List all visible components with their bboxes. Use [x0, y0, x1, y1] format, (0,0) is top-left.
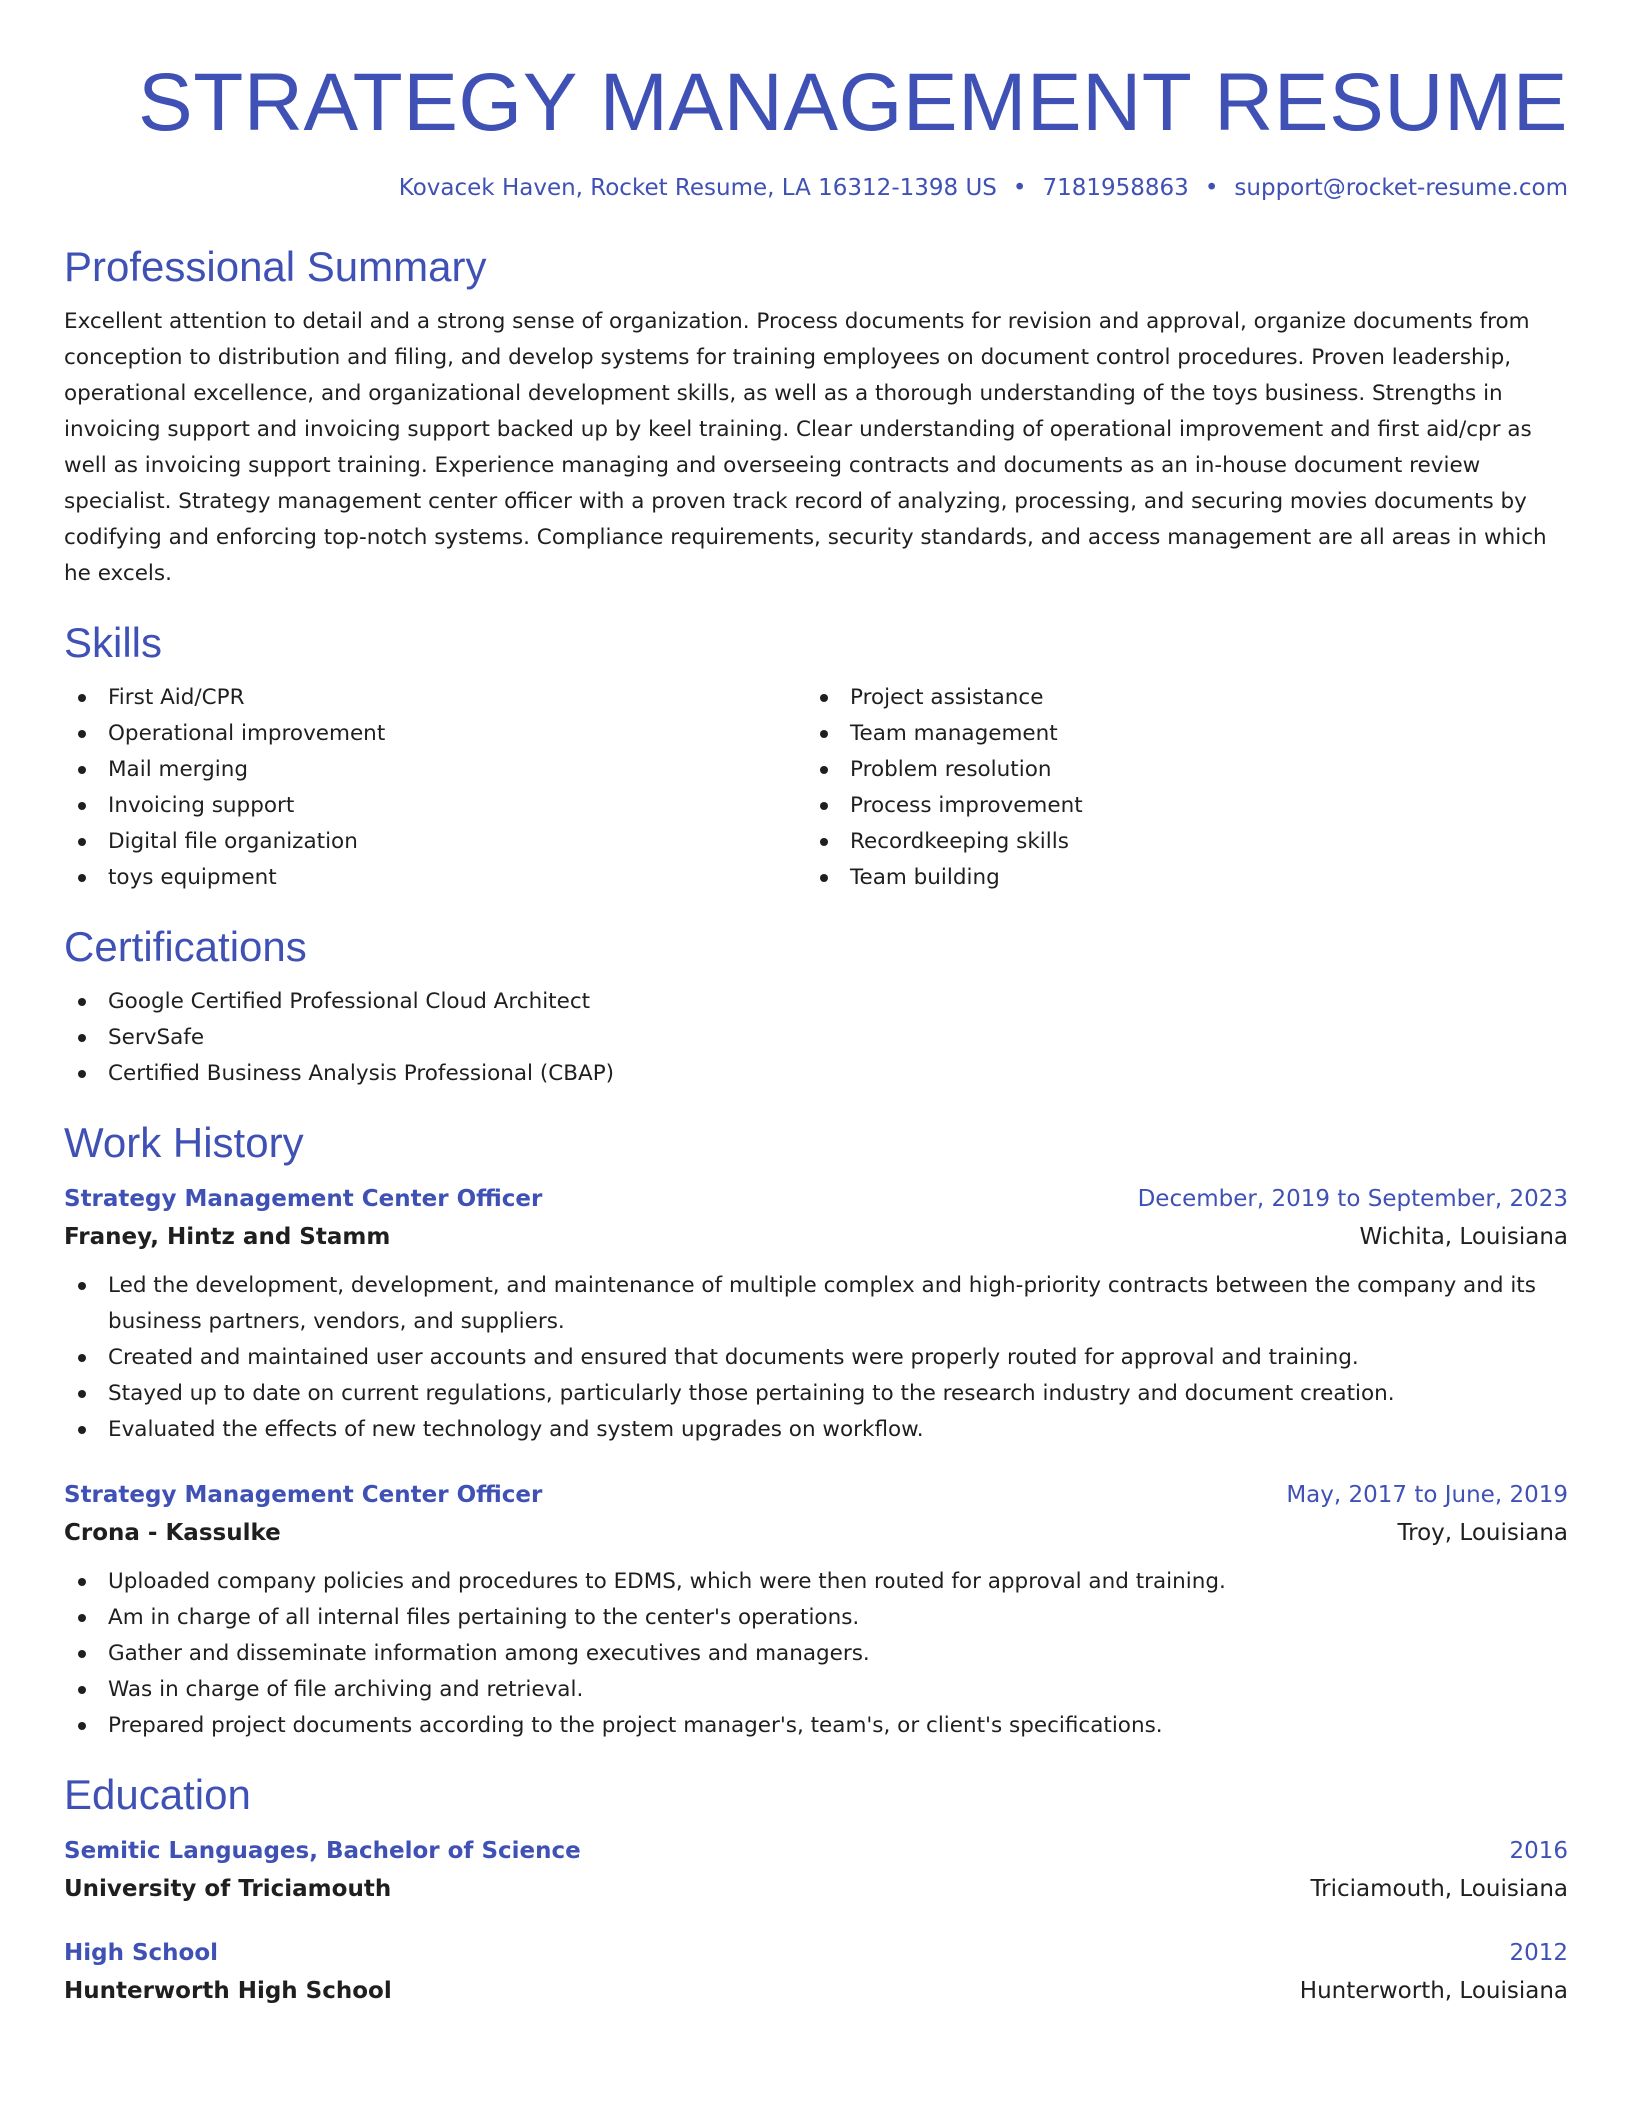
skills-list-left — [64, 680, 806, 896]
education-entry — [64, 1834, 1568, 1906]
certification-label: Google Certified Professional Cloud Architect — [108, 989, 591, 1014]
contact-phone: 7181958863 — [1042, 175, 1189, 201]
job-bullet — [64, 1376, 1568, 1412]
bullet-icon — [78, 1578, 86, 1586]
education-header — [64, 1936, 1568, 1970]
job-bullet-text: Was in charge of file archiving and retrieval. — [108, 1677, 584, 1702]
skill-label: Operational improvement — [108, 721, 386, 746]
skill-item — [64, 860, 806, 896]
education-subheader — [64, 1872, 1568, 1906]
skill-item — [806, 788, 1548, 824]
job-header — [64, 1182, 1568, 1216]
bullet-icon — [78, 1686, 86, 1694]
job-bullet — [64, 1636, 1568, 1672]
bullet-icon — [78, 1282, 86, 1290]
bullet-icon — [820, 694, 828, 702]
resume-page — [64, 56, 1568, 2008]
skill-label: Problem resolution — [850, 757, 1052, 782]
certification-item — [64, 1020, 1568, 1056]
job-bullet-text: Prepared project documents according to the project manager's, team's, or client's specifications. — [108, 1713, 1163, 1738]
skill-label: Mail merging — [108, 757, 249, 782]
job-bullet — [64, 1600, 1568, 1636]
bullet-icon — [820, 730, 828, 738]
skill-item — [64, 680, 806, 716]
bullet-icon — [78, 1354, 86, 1362]
skill-item — [806, 824, 1548, 860]
bullet-icon — [78, 1722, 86, 1730]
job-dates: May, 2017 to June, 2019 — [1286, 1482, 1568, 1508]
bullet-icon — [78, 1614, 86, 1622]
job-company: Crona - Kassulke — [64, 1520, 281, 1546]
bullet-icon — [78, 998, 86, 1006]
bullet-icon — [820, 838, 828, 846]
job-subheader — [64, 1516, 1568, 1550]
bullet-icon — [820, 874, 828, 882]
job-title: Strategy Management Center Officer — [64, 1482, 543, 1508]
education-subheader — [64, 1974, 1568, 2008]
skill-label: Invoicing support — [108, 793, 295, 818]
education-entry — [64, 1936, 1568, 2008]
skill-label: Team management — [850, 721, 1058, 746]
bullet-icon — [78, 1034, 86, 1042]
bullet-icon — [820, 766, 828, 774]
summary-text: Excellent attention to detail and a strong sense of organization. Process documents for revision and approval, organize documents from conception to distribution and filing, and develop systems for training employees on document control procedures. Proven leadership, operational excellence, and organizational development skills, as well as a thorough understanding of the toys business. Strengths in invoicing support and invoicing support backed up by keel training. Clear understanding of operational improvement and first aid/cpr as well as invoicing support training. Experience managing and overseeing contracts and documents as an in-house document review specialist. Strategy management center officer with a proven track record of analyzing, processing, and securing movies documents by codifying and enforcing top-notch systems. Compliance requirements, security standards, and access management are all areas in which he excels. — [64, 309, 1547, 586]
job-bullet-text: Uploaded company policies and procedures to EDMS, which were then routed for approval and training. — [108, 1569, 1226, 1594]
bullet-icon — [78, 874, 86, 882]
skill-label: Project assistance — [850, 685, 1044, 710]
certification-label: Certified Business Analysis Professional (CBAP) — [108, 1061, 615, 1086]
education-section — [64, 1770, 1568, 2008]
certifications-section — [64, 922, 1568, 1092]
job-bullet-text: Am in charge of all internal files pertaining to the center's operations. — [108, 1605, 860, 1630]
job-entry — [64, 1478, 1568, 1744]
skill-item — [64, 752, 806, 788]
job-bullet-text: Evaluated the effects of new technology and system upgrades on workflow. — [108, 1417, 924, 1442]
skills-list-right — [806, 680, 1548, 896]
skill-item — [64, 716, 806, 752]
skills-heading: Skills — [64, 619, 163, 666]
contact-email[interactable]: support@rocket-resume.com — [1234, 175, 1568, 201]
skill-item — [806, 716, 1548, 752]
job-bullet — [64, 1268, 1568, 1340]
skill-label: toys equipment — [108, 865, 277, 890]
education-school: Hunterworth High School — [64, 1978, 392, 2004]
certification-item — [64, 1056, 1568, 1092]
skill-item — [64, 788, 806, 824]
job-bullet — [64, 1672, 1568, 1708]
contact-separator: • — [1204, 175, 1219, 201]
bullet-icon — [78, 1426, 86, 1434]
skill-item — [806, 752, 1548, 788]
job-company: Franey, Hintz and Stamm — [64, 1224, 391, 1250]
education-header — [64, 1834, 1568, 1868]
job-bullet — [64, 1564, 1568, 1600]
certifications-heading: Certifications — [64, 923, 307, 970]
job-bullet-text: Created and maintained user accounts and ensured that documents were properly routed for approval and training. — [108, 1345, 1359, 1370]
contact-separator: • — [1012, 175, 1027, 201]
skill-label: Team building — [850, 865, 1000, 890]
skill-item — [806, 860, 1548, 896]
job-location: Troy, Louisiana — [1397, 1520, 1568, 1546]
certifications-list — [64, 984, 1568, 1092]
work-history-heading: Work History — [64, 1119, 304, 1166]
work-history-section — [64, 1118, 1568, 1744]
bullet-icon — [820, 802, 828, 810]
bullet-icon — [78, 694, 86, 702]
skill-item — [806, 680, 1548, 716]
bullet-icon — [78, 766, 86, 774]
certification-item — [64, 984, 1568, 1020]
education-heading: Education — [64, 1771, 251, 1818]
summary-heading: Professional Summary — [64, 243, 487, 290]
job-location: Wichita, Louisiana — [1359, 1224, 1568, 1250]
job-bullets — [64, 1268, 1568, 1448]
bullet-icon — [78, 1650, 86, 1658]
job-bullets — [64, 1564, 1568, 1744]
job-bullet — [64, 1708, 1568, 1744]
bullet-icon — [78, 730, 86, 738]
certification-label: ServSafe — [108, 1025, 205, 1050]
job-bullet — [64, 1340, 1568, 1376]
resume-title: STRATEGY MANAGEMENT RESUME — [138, 57, 1568, 148]
education-location: Hunterworth, Louisiana — [1299, 1978, 1568, 2004]
education-year: 2016 — [1509, 1838, 1568, 1864]
skill-label: Recordkeeping skills — [850, 829, 1069, 854]
job-bullet-text: Led the development, development, and maintenance of multiple complex and high-priority contracts between the company and its business partners, vendors, and suppliers. — [108, 1273, 1536, 1334]
job-dates: December, 2019 to September, 2023 — [1137, 1186, 1568, 1212]
contact-address: Kovacek Haven, Rocket Resume, LA 16312-1398 US — [398, 175, 997, 201]
education-degree: High School — [64, 1940, 219, 1966]
bullet-icon — [78, 1070, 86, 1078]
contact-line — [64, 172, 1568, 204]
job-header — [64, 1478, 1568, 1512]
bullet-icon — [78, 838, 86, 846]
job-bullet-text: Gather and disseminate information among executives and managers. — [108, 1641, 870, 1666]
job-subheader — [64, 1220, 1568, 1254]
education-location: Triciamouth, Louisiana — [1310, 1876, 1568, 1902]
skill-label: First Aid/CPR — [108, 685, 245, 710]
job-entry — [64, 1182, 1568, 1448]
education-degree: Semitic Languages, Bachelor of Science — [64, 1838, 581, 1864]
bullet-icon — [78, 1390, 86, 1398]
skills-section — [64, 618, 1568, 896]
education-year: 2012 — [1509, 1940, 1568, 1966]
job-title: Strategy Management Center Officer — [64, 1186, 543, 1212]
skill-item — [64, 824, 806, 860]
summary-section — [64, 242, 1568, 592]
skill-label: Process improvement — [850, 793, 1083, 818]
education-school: University of Triciamouth — [64, 1876, 392, 1902]
job-bullet — [64, 1412, 1568, 1448]
bullet-icon — [78, 802, 86, 810]
job-bullet-text: Stayed up to date on current regulations, particularly those pertaining to the research industry and document creation. — [108, 1381, 1395, 1406]
skills-columns — [64, 680, 1568, 896]
skill-label: Digital file organization — [108, 829, 358, 854]
